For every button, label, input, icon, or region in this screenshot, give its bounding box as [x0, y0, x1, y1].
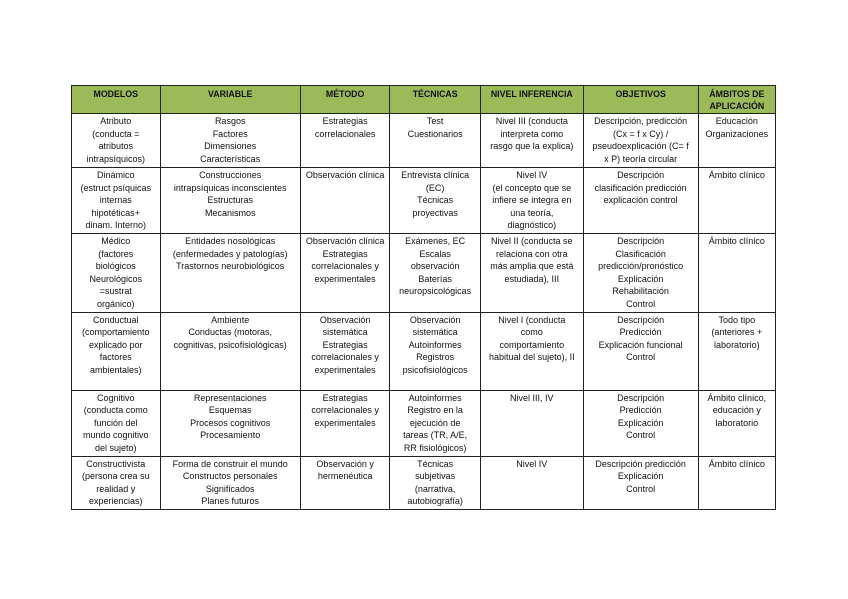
cell-line: Mecanismos — [204, 207, 256, 218]
cell-line: Observación — [319, 314, 371, 325]
table-row — [72, 234, 776, 313]
cell-tecnicas — [390, 234, 481, 313]
cell-line: subjetivas — [415, 471, 456, 482]
cell-line: Estructuras — [207, 195, 253, 206]
cell-line: Ambiente — [211, 314, 250, 325]
cell-ambitos — [698, 234, 775, 313]
cell-line: correlacionales — [314, 128, 376, 139]
cell-line: (EC) — [425, 182, 445, 193]
cell-line: correlacionales y — [311, 261, 379, 272]
cell-ambitos — [698, 114, 775, 168]
cell-line: x P) teoría circular — [604, 153, 678, 164]
cell-line: autobiografía) — [407, 496, 463, 507]
cell-line: Todo tipo — [718, 314, 756, 325]
header-metodo: MÉTODO — [300, 86, 390, 114]
cell-nivel — [480, 234, 583, 313]
cell-line: hermenéutica — [317, 471, 373, 482]
cell-line: internas — [99, 195, 132, 206]
header-ambitos: ÁMBITOS DE APLICACIÓN — [698, 86, 775, 114]
cell-line: RR fisiológicos) — [403, 442, 467, 453]
cell-line: Características — [200, 153, 261, 164]
cell-metodo — [300, 312, 390, 390]
cell-line: Forma de construir el mundo — [172, 458, 288, 469]
cell-line: Descripción — [617, 314, 665, 325]
cell-line: Dimensiones — [204, 141, 257, 152]
cell-ambitos — [698, 312, 775, 390]
cell-line: (estruct psíquicas — [80, 182, 152, 193]
cell-line: (conducta = — [92, 128, 140, 139]
cell-line: ambientales) — [89, 364, 142, 375]
cell-line: Dinámico — [96, 170, 135, 180]
cell-line: rasgo que la explica) — [490, 141, 574, 152]
cell-line: Neurológicos — [89, 273, 143, 284]
cell-metodo — [300, 114, 390, 168]
cell-line: Explicación — [617, 417, 664, 428]
cell-line: Descripción — [617, 170, 665, 180]
cell-line: experimentales — [314, 417, 376, 428]
cell-line: Cuestionarios — [407, 128, 463, 139]
cell-line: proyectivas — [412, 207, 458, 218]
cell-line: (persona crea su — [81, 471, 150, 482]
cell-line: dinam. Interno) — [85, 220, 147, 231]
cell-line: Descripción — [617, 392, 665, 403]
cell-line: Estrategias — [322, 116, 368, 126]
cell-line: correlacionales y — [311, 405, 379, 416]
cell-line: Baterías — [418, 273, 452, 284]
cell-line: Nivel IV — [516, 170, 548, 180]
cell-line: Ámbito clínico, — [707, 392, 767, 403]
cell-variable — [160, 168, 300, 234]
cell-line: interpreta como — [500, 128, 564, 139]
cell-line: Control — [626, 483, 656, 494]
cell-line: Test — [426, 116, 444, 126]
cell-line: (el concepto que se — [492, 182, 572, 193]
cell-line: Observación clínica — [305, 170, 385, 180]
cell-line: neuropsicológicas — [399, 286, 472, 297]
cell-line: Explicación funcional — [598, 339, 683, 350]
cell-metodo — [300, 168, 390, 234]
cell-tecnicas — [390, 390, 481, 456]
cell-line: Factores — [212, 128, 248, 139]
cell-line: (conducta como — [83, 405, 148, 416]
cell-objetivos — [583, 312, 698, 390]
cell-line: sistemática — [322, 327, 368, 338]
cell-modelos — [72, 168, 161, 234]
cell-metodo — [300, 390, 390, 456]
cell-line: más amplia que está — [490, 261, 574, 272]
cell-ambitos — [698, 456, 775, 509]
cell-line: clasificación predicción — [594, 182, 687, 193]
cell-line: Explicación — [617, 471, 664, 482]
cell-nivel — [480, 114, 583, 168]
cell-line: sistemática — [412, 327, 458, 338]
cell-line: relaciona con otra — [496, 248, 568, 259]
cell-objetivos — [583, 456, 698, 509]
cell-line: Observación y — [316, 458, 374, 469]
cell-line: Estrategias — [322, 339, 368, 350]
cell-line: Nivel II (conducta se — [491, 236, 573, 246]
cell-line: del sujeto) — [94, 442, 137, 453]
cell-line: intrapsíquicas inconscientes — [173, 182, 287, 193]
cell-line: psicofisiológicos — [402, 364, 468, 375]
cell-line: Registros — [416, 352, 455, 363]
header-objetivos: OBJETIVOS — [583, 86, 698, 114]
cell-line: Técnicas — [417, 458, 454, 469]
cell-metodo — [300, 234, 390, 313]
cell-line: Control — [626, 430, 656, 441]
cell-line: Conductas (motoras, — [188, 327, 272, 338]
cell-line: función del — [93, 417, 138, 428]
cell-objetivos — [583, 114, 698, 168]
cell-line: Registro en la — [407, 405, 463, 416]
header-tecnicas: TÉCNICAS — [390, 86, 481, 114]
cell-variable — [160, 114, 300, 168]
cell-line: explicación control — [603, 195, 678, 206]
header-modelos: MODELOS — [72, 86, 161, 114]
cell-line: mundo cognitivo — [82, 430, 149, 441]
cell-line: laboratorio) — [714, 339, 760, 350]
cell-line: orgánico) — [96, 298, 135, 309]
cell-line: Médico — [101, 236, 131, 246]
cell-line: Nivel III, IV — [510, 392, 554, 403]
cell-line: pseudoexplicación (C= f — [592, 141, 689, 152]
cell-line: Nivel IV — [516, 458, 548, 469]
models-comparison-table — [71, 85, 776, 510]
cell-line: Ámbito clínico — [708, 236, 765, 246]
cell-ambitos — [698, 168, 775, 234]
cell-nivel — [480, 456, 583, 509]
cell-metodo — [300, 456, 390, 509]
cell-line: Exámenes, EC — [405, 236, 466, 246]
cell-line: Construcciones — [199, 170, 262, 180]
cell-line: Autoinformes — [408, 339, 462, 350]
cell-line: atributos — [98, 141, 134, 152]
cell-line: estudiada), III — [504, 273, 560, 284]
cell-line: Control — [626, 298, 656, 309]
cell-line: como — [520, 327, 543, 338]
cell-line: habitual del sujeto), II — [489, 352, 575, 363]
cell-objetivos — [583, 390, 698, 456]
header-variable: VARIABLE — [160, 86, 300, 114]
cell-line: Constructos personales — [182, 471, 278, 482]
cell-line: Constructivista — [86, 458, 146, 469]
cell-line: Explicación — [617, 273, 664, 284]
cell-line: Educación — [715, 116, 758, 126]
cell-line: (anteriores + — [711, 327, 763, 338]
cell-line: experimentales — [314, 364, 376, 375]
header-row — [72, 86, 776, 114]
cell-line: Descripción, predicción — [594, 116, 688, 126]
cell-line: observación — [410, 261, 460, 272]
cell-line: Descripción — [617, 236, 665, 246]
cell-line: (enfermedades y patologías) — [172, 248, 288, 259]
cell-line: Conductual — [92, 314, 139, 325]
table-row — [72, 456, 776, 509]
cell-line: Técnicas — [417, 195, 454, 206]
cell-line: realidad y — [96, 483, 136, 494]
cell-line: cognitivas, psicofisiológicas) — [173, 339, 287, 350]
cell-line: Cognitivo — [96, 392, 135, 403]
cell-line: experiencias) — [88, 496, 143, 507]
cell-variable — [160, 312, 300, 390]
cell-line: Organizaciones — [705, 128, 769, 139]
cell-line: Significados — [205, 483, 255, 494]
cell-tecnicas — [390, 312, 481, 390]
cell-modelos — [72, 456, 161, 509]
cell-line: infiere se integra en — [492, 195, 572, 206]
cell-line: Procesamiento — [200, 430, 261, 441]
cell-line: Ámbito clínico — [708, 458, 765, 469]
cell-line: predicción/pronóstico — [598, 261, 684, 272]
cell-line: Estrategias — [322, 392, 368, 403]
cell-line: educación y — [712, 405, 761, 416]
table-row — [72, 114, 776, 168]
cell-line: (Cx = f x Cy) / — [613, 128, 669, 139]
cell-objetivos — [583, 234, 698, 313]
cell-nivel — [480, 312, 583, 390]
cell-line: Observación — [409, 314, 461, 325]
cell-line: Observación clínica — [305, 236, 385, 246]
cell-line: Entrevista clínica — [401, 170, 470, 180]
cell-modelos — [72, 234, 161, 313]
cell-variable — [160, 390, 300, 456]
cell-line: experimentales — [314, 273, 376, 284]
cell-line: una teoría, — [510, 207, 554, 218]
cell-tecnicas — [390, 456, 481, 509]
cell-line: factores — [99, 352, 132, 363]
cell-line: Autoinformes — [408, 392, 462, 403]
cell-modelos — [72, 390, 161, 456]
cell-line: intrapsíquicos) — [86, 153, 146, 164]
cell-line: tareas (TR, A/E, — [403, 430, 468, 441]
cell-line: Nivel III (conducta — [495, 116, 568, 126]
cell-tecnicas — [390, 168, 481, 234]
cell-line: Esquemas — [208, 405, 252, 416]
cell-line: hipotéticas+ — [91, 207, 140, 218]
cell-line: (comportamiento — [81, 327, 150, 338]
table-row — [72, 390, 776, 456]
cell-line: Estrategias — [322, 248, 368, 259]
cell-line: (narrativa, — [414, 483, 456, 494]
cell-modelos — [72, 114, 161, 168]
cell-nivel — [480, 168, 583, 234]
cell-line: ejecución de — [409, 417, 461, 428]
cell-line: comportamiento — [499, 339, 565, 350]
cell-line: Nivel I (conducta — [498, 314, 566, 325]
cell-line: Procesos cognitivos — [190, 417, 271, 428]
cell-line: Trastornos neurobiológicos — [176, 261, 285, 272]
cell-line: laboratorio — [715, 417, 759, 428]
cell-line: Rasgos — [214, 116, 246, 126]
cell-line: Escalas — [419, 248, 451, 259]
table-row — [72, 168, 776, 234]
cell-line: biológicos — [95, 261, 136, 272]
cell-line: Control — [626, 352, 656, 363]
cell-line: Rehabilitación — [612, 286, 669, 297]
cell-line: Entidades nosológicas — [185, 236, 276, 246]
cell-line: diagnóstico) — [507, 220, 557, 231]
cell-nivel — [480, 390, 583, 456]
cell-line: (factores — [98, 248, 134, 259]
cell-line: Descripción predicción — [595, 458, 686, 469]
cell-line: Atributo — [100, 116, 132, 126]
cell-line: =sustrat — [99, 286, 132, 297]
cell-variable — [160, 456, 300, 509]
cell-modelos — [72, 312, 161, 390]
table-row — [72, 312, 776, 390]
cell-line: correlacionales y — [311, 352, 379, 363]
cell-variable — [160, 234, 300, 313]
cell-line: Planes futuros — [201, 496, 259, 507]
cell-line: Clasificación — [615, 248, 666, 259]
cell-objetivos — [583, 168, 698, 234]
cell-line: Predicción — [619, 327, 662, 338]
cell-line: Representaciones — [193, 392, 267, 403]
cell-line: explicado por — [88, 339, 143, 350]
cell-line: Predicción — [619, 405, 662, 416]
cell-ambitos — [698, 390, 775, 456]
cell-tecnicas — [390, 114, 481, 168]
header-nivel-inferencia: NIVEL INFERENCIA — [480, 86, 583, 114]
cell-line: Ámbito clínico — [708, 170, 765, 180]
